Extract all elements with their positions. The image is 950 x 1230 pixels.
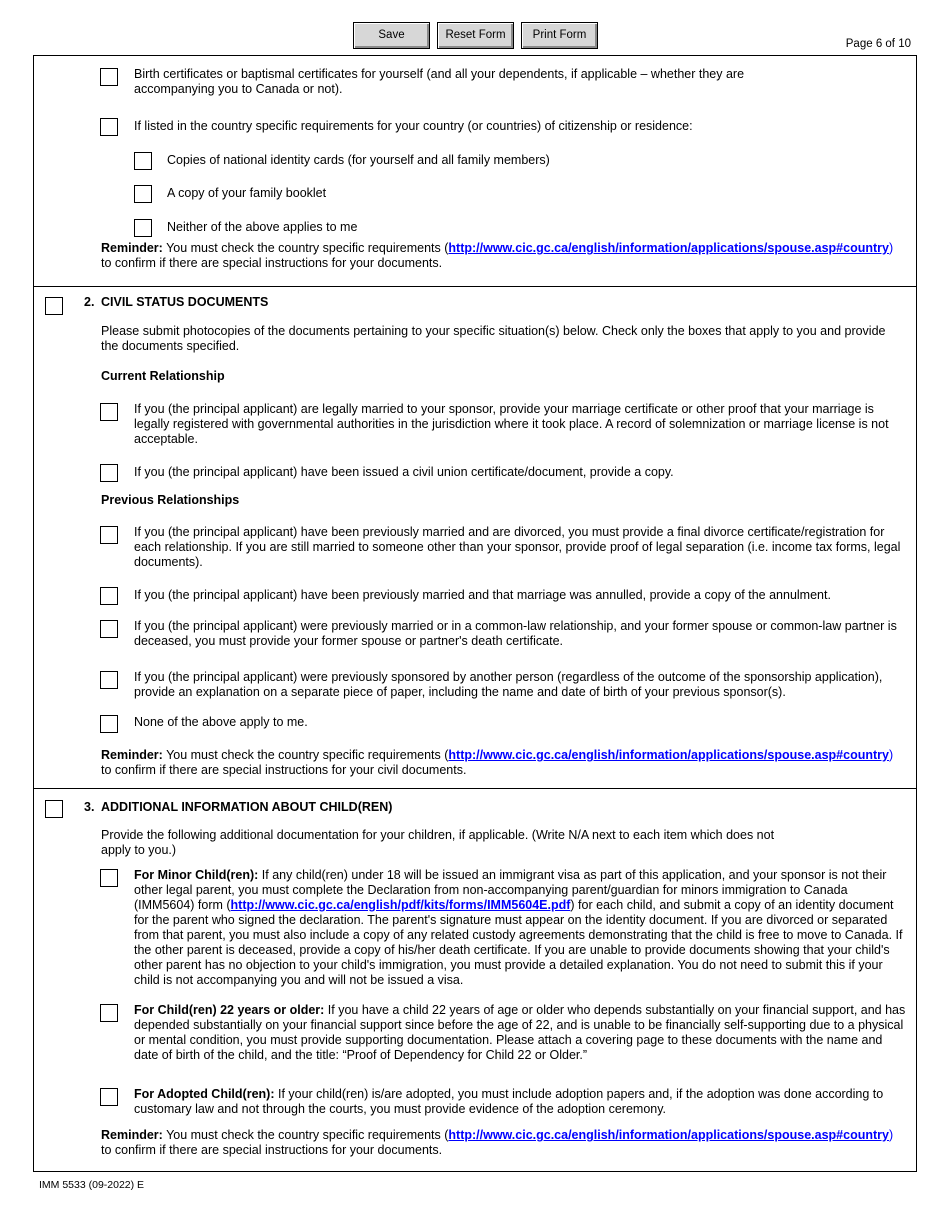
current-relationship-heading: Current Relationship: [101, 369, 225, 383]
item-civil-union: If you (the principal applicant) have been issued a civil union certificate/document, provide a copy.: [134, 465, 674, 479]
item-family-booklet: A copy of your family booklet: [167, 186, 327, 200]
older-children-label: For Child(ren) 22 years or older:: [134, 1003, 325, 1017]
reset-form-button[interactable]: Reset Form: [437, 22, 514, 49]
item-national-id: Copies of national identity cards (for yourself and all family members): [167, 153, 550, 167]
country-requirements-link[interactable]: http://www.cic.gc.ca/english/information/applications/spouse.asp#country: [448, 748, 889, 762]
item-adopted-children: For Adopted Child(ren): If your child(ren) is/are adopted, you must include adoption papers and, if the adoption was done according to customary law and not through the courts, you must provide evidence of the adoption ceremony.: [134, 1087, 884, 1116]
section-3-intro: Provide the following additional documentation for your children, if applicable. (Write N/A next to each item which does not apply to you.): [101, 828, 775, 857]
item-annulled: If you (the principal applicant) have been previously married and that marriage was annulled, provide a copy of the annulment.: [134, 588, 831, 602]
reminder-section-1: Reminder: You must check the country specific requirements (http://www.cic.gc.ca/english/information/applications/spouse.asp#country) to confirm if there are special instructions for your documents.: [101, 241, 894, 270]
reminder-section-3: Reminder: You must check the country specific requirements (http://www.cic.gc.ca/english/information/applications/spouse.asp#country) to confirm if there are special instructions for your documents.: [101, 1128, 894, 1157]
item-married: If you (the principal applicant) are legally married to your sponsor, provide your marriage certificate or other proof that your marriage is legally registered with governmental authorities in the jurisdiction where it took place. A record of solemnization or marriage license is not acceptable.: [134, 402, 889, 446]
reminder-label: Reminder:: [101, 748, 163, 762]
reminder-label: Reminder:: [101, 1128, 163, 1142]
country-requirements-link[interactable]: http://www.cic.gc.ca/english/information/applications/spouse.asp#country: [448, 241, 889, 255]
reminder-label: Reminder:: [101, 241, 163, 255]
form-toolbar: [353, 22, 598, 49]
save-button[interactable]: Save: [353, 22, 430, 49]
checkbox-section-2[interactable]: [45, 297, 63, 315]
section-divider: [34, 286, 916, 287]
checkbox-older-children[interactable]: [100, 1004, 118, 1022]
adopted-children-label: For Adopted Child(ren):: [134, 1087, 275, 1101]
section-3-title: ADDITIONAL INFORMATION ABOUT CHILD(REN): [101, 800, 393, 814]
item-none-apply: None of the above apply to me.: [134, 715, 308, 729]
item-divorced: If you (the principal applicant) have been previously married and are divorced, you must provide a final divorce certificate/registration for each relationship. If you are still married to someone other than your sponsor, provide proof of legal separation (i.e. income tax forms, legal documents).: [134, 525, 901, 569]
form-frame: [33, 55, 917, 1172]
page-number: Page 6 of 10: [845, 38, 911, 50]
checkbox-country-listed[interactable]: [100, 118, 118, 136]
section-2-number: 2.: [84, 295, 95, 309]
section-divider: [34, 788, 916, 789]
minor-children-label: For Minor Child(ren):: [134, 868, 259, 882]
checkbox-annulled[interactable]: [100, 587, 118, 605]
checkbox-divorced[interactable]: [100, 526, 118, 544]
checkbox-adopted-children[interactable]: [100, 1088, 118, 1106]
imm5604-form-link[interactable]: http://www.cic.gc.ca/english/pdf/kits/forms/IMM5604E.pdf: [230, 898, 571, 912]
checkbox-minor-children[interactable]: [100, 869, 118, 887]
checkbox-family-booklet[interactable]: [134, 185, 152, 203]
reminder-section-2: Reminder: You must check the country specific requirements (http://www.cic.gc.ca/english/information/applications/spouse.asp#country) to confirm if there are special instructions for your civil documents.: [101, 748, 894, 777]
checkbox-neither-applies[interactable]: [134, 219, 152, 237]
checkbox-birth-certificates[interactable]: [100, 68, 118, 86]
item-minor-children: For Minor Child(ren): If any child(ren) under 18 will be issued an immigrant visa as part of this application, and your sponsor is not their other legal parent, you must complete the Declaration from non-accompanying parent/guardian for minors immigration to Canada (IMM5604) form (http://www.cic.gc.ca/english/pdf/kits/forms/IMM5604E.pdf) for each child, and submit a copy of an identity document for the parent who signed the declaration. The parent's signature must appear on the identity document. If you are divorced or separated from that parent, you must also include a copy of any related custody agreements demonstrating that the child is free to move to Canada. If the other parent is deceased, provide a copy of his/her death certificate. If you are unable to provide documents showing that your child's other parent has no objection to your child's immigration, you must provide a detailed explanation. You do not need to submit this if your child is not accompanying you and will not be issued a visa.: [134, 868, 903, 987]
print-form-button[interactable]: Print Form: [521, 22, 598, 49]
checkbox-civil-union[interactable]: [100, 464, 118, 482]
item-neither-applies: Neither of the above applies to me: [167, 220, 358, 234]
checkbox-deceased[interactable]: [100, 620, 118, 638]
item-older-children: For Child(ren) 22 years or older: If you have a child 22 years of age or older who depends substantially on your financial support, and has depended substantially on your financial support since before the age of 22, and is unable to be financially self-supporting due to a physical or mental condition, you must provide supporting documentation. Please attach a covering page to these documents with the name and date of birth of the child, and the title: “Proof of Dependency for Child 22 or Older.”: [134, 1003, 906, 1062]
checkbox-section-3[interactable]: [45, 800, 63, 818]
item-birth-certificates: Birth certificates or baptismal certificates for yourself (and all your dependents, if applicable – whether they are accompanying you to Canada or not).: [134, 67, 745, 96]
item-previously-sponsored: If you (the principal applicant) were previously sponsored by another person (regardless of the outcome of the sponsorship application), provide an explanation on a separate piece of paper, including the name and date of birth of your previous sponsor(s).: [134, 670, 883, 699]
item-country-listed: If listed in the country specific requirements for your country (or countries) of citizenship or residence:: [134, 119, 693, 133]
previous-relationships-heading: Previous Relationships: [101, 493, 240, 507]
section-3-number: 3.: [84, 800, 95, 814]
item-deceased: If you (the principal applicant) were previously married or in a common-law relationship, and your former spouse or common-law partner is deceased, you must provide your former spouse or partner's death certificate.: [134, 619, 897, 648]
checkbox-national-id[interactable]: [134, 152, 152, 170]
form-code-footer: IMM 5533 (09-2022) E: [39, 1179, 145, 1191]
section-2-intro: Please submit photocopies of the documents pertaining to your specific situation(s) below. Check only the boxes that apply to you and provide the documents specified.: [101, 324, 886, 353]
section-2-title: CIVIL STATUS DOCUMENTS: [101, 295, 269, 309]
country-requirements-link[interactable]: http://www.cic.gc.ca/english/information/applications/spouse.asp#country: [448, 1128, 889, 1142]
checkbox-previously-sponsored[interactable]: [100, 671, 118, 689]
checkbox-none-apply[interactable]: [100, 715, 118, 733]
checkbox-married[interactable]: [100, 403, 118, 421]
